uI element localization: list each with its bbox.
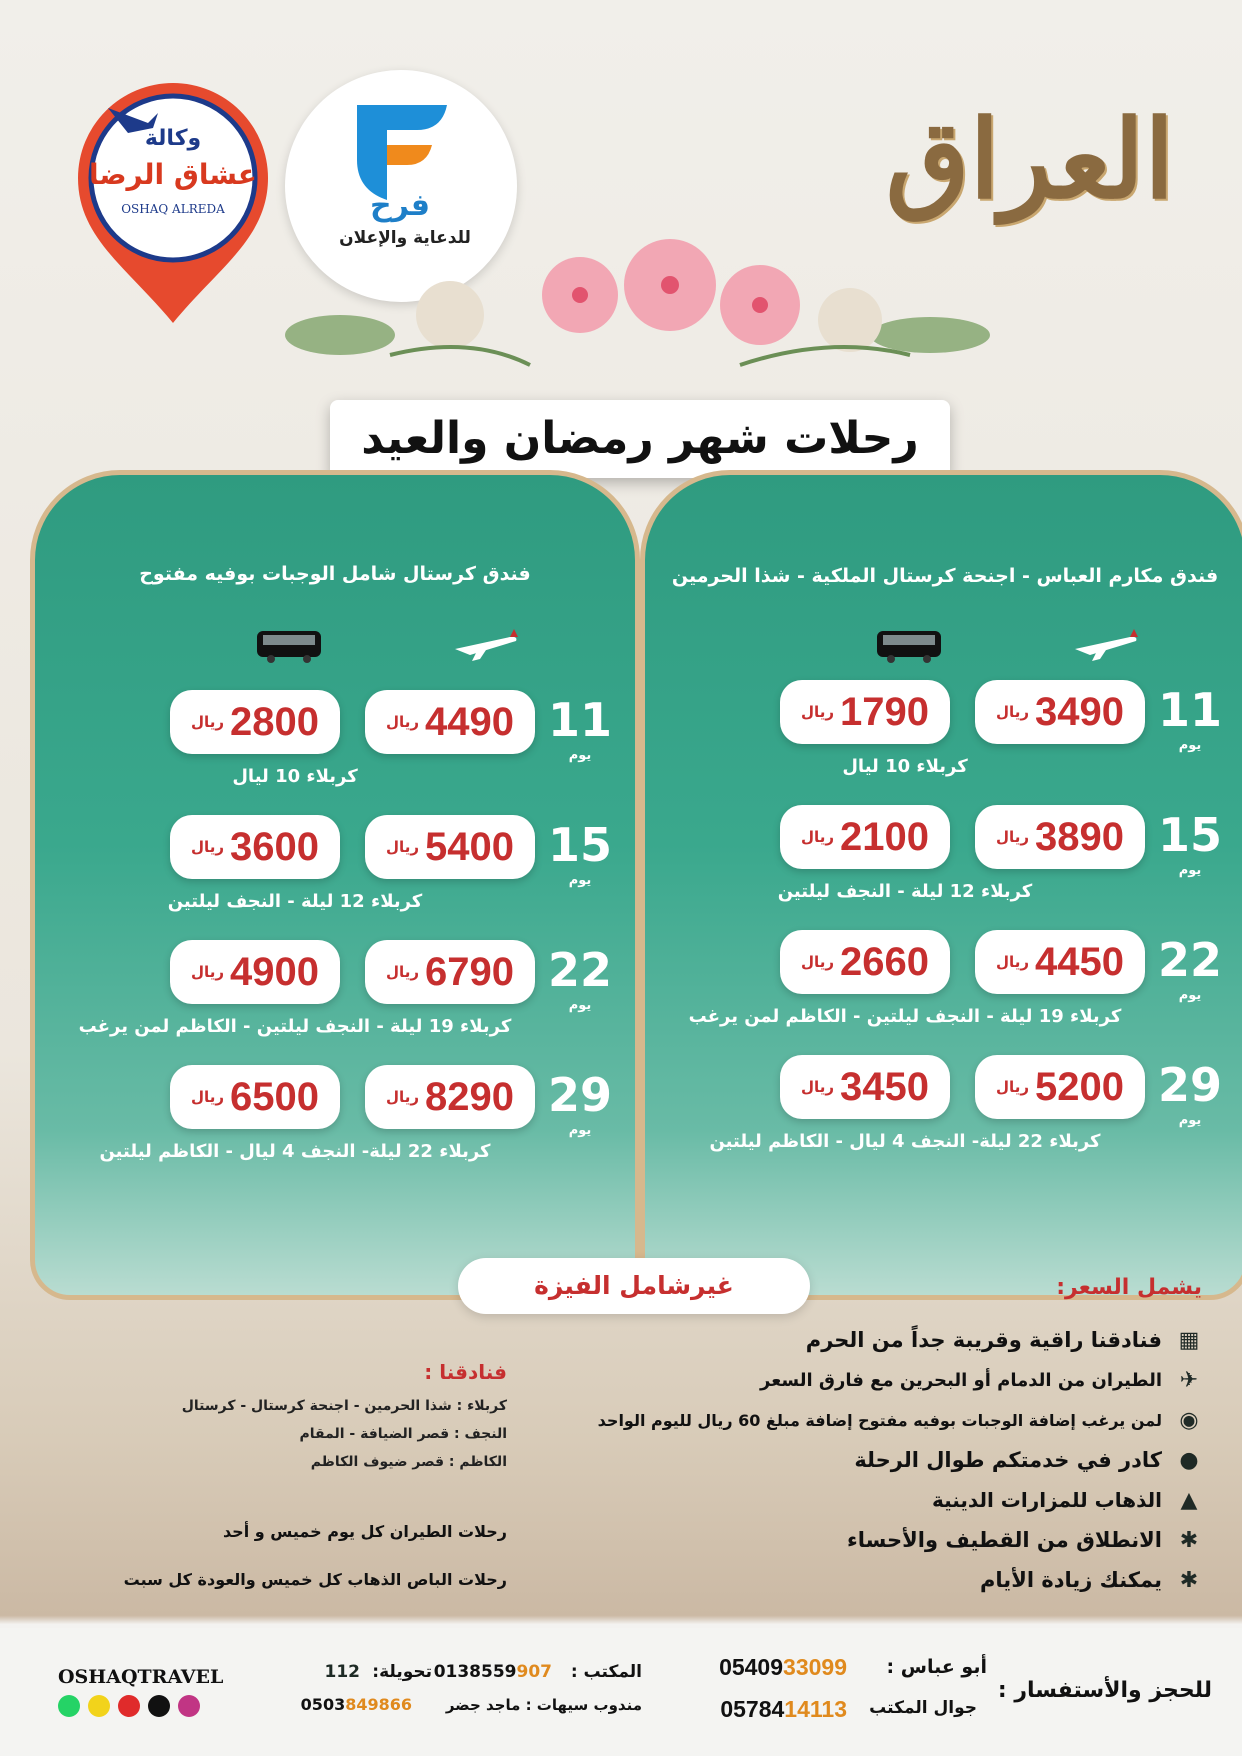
bus-price	[780, 930, 950, 994]
meal-icon: ◉	[1179, 1407, 1199, 1433]
route-text: كربلاء 22 ليلة- النجف 4 ليال - الكاظم ليلتين	[709, 1131, 1101, 1152]
bus-price	[170, 940, 340, 1004]
include-text: كادر في خدمتكم طوال الرحلة	[854, 1448, 1162, 1472]
price-value: 8290	[424, 1074, 514, 1119]
phone-part: 0503	[300, 1695, 346, 1714]
include-item	[572, 1360, 1202, 1400]
youtube-icon[interactable]	[118, 1695, 140, 1717]
days-count: 22	[547, 943, 612, 997]
price-value: 2800	[229, 699, 319, 744]
package-panel-makarem	[640, 470, 1242, 1300]
title-banner: رحلات شهر رمضان والعيد	[330, 400, 950, 478]
bus-price	[170, 690, 340, 754]
include-item	[572, 1560, 1202, 1600]
price-value: 4490	[424, 699, 514, 744]
currency-label: ريال	[996, 828, 1029, 846]
bus-price	[170, 815, 340, 879]
trip-schedule	[47, 1522, 507, 1618]
currency-label: ريال	[996, 703, 1029, 721]
farah-name: فرح	[370, 188, 430, 223]
days-label: يوم	[568, 998, 592, 1013]
hotel-title: فندق كرستال شامل الوجبات بوفيه مفتوح	[139, 563, 531, 585]
phone-part: 33099	[783, 1654, 847, 1680]
include-text: الطيران من الدمام أو البحرين مع فارق السعر	[760, 1369, 1162, 1391]
route-text: كربلاء 10 ليال	[842, 756, 968, 777]
plane-icon: ✈	[1179, 1367, 1199, 1393]
contact1-label: أبو عباس :	[886, 1656, 987, 1678]
plane-icon	[450, 627, 520, 665]
plane-icon	[1070, 627, 1140, 665]
package-row	[35, 1065, 635, 1185]
phone-part: 907	[516, 1662, 552, 1682]
include-item	[572, 1400, 1202, 1440]
price-value: 3450	[839, 1064, 929, 1109]
days-count: 15	[547, 818, 612, 872]
alreda-name: عشاق الرضا	[88, 158, 257, 191]
hotel-title: فندق مكارم العباس - اجنحة كرستال الملكية - شذا الحرمين	[671, 565, 1219, 587]
phone-part: 849866	[345, 1695, 412, 1714]
footer	[0, 1628, 1242, 1756]
inquire-label: للحجز والأستفسار :	[997, 1678, 1212, 1703]
days-count: 11	[1157, 683, 1222, 737]
contact2-label: جوال المكتب	[869, 1698, 977, 1718]
trip-item: رحلات الطيران كل يوم خميس و أحد	[222, 1522, 507, 1541]
farah-tagline: للدعاية والإعلان	[339, 228, 471, 248]
days-label: يوم	[1178, 863, 1202, 878]
price-value: 3600	[229, 824, 319, 869]
hotels-title: فنادقنا :	[424, 1360, 507, 1384]
phone-part: 0138559	[433, 1662, 517, 1682]
price-value: 2660	[839, 939, 929, 984]
social-icons	[58, 1695, 200, 1717]
include-text: الذهاب للمزارات الدينية	[931, 1488, 1162, 1512]
flight-price	[365, 690, 535, 754]
hotels-list	[127, 1398, 507, 1482]
contact1-phone[interactable]	[719, 1654, 847, 1681]
price-value: 3890	[1034, 814, 1124, 859]
person-icon: ●	[1179, 1447, 1199, 1473]
includes-title: يشمل السعر:	[1056, 1275, 1202, 1300]
bus-price	[780, 1055, 950, 1119]
instagram-icon[interactable]	[178, 1695, 200, 1717]
bus-price	[780, 680, 950, 744]
currency-label: ريال	[191, 1088, 224, 1106]
route-text: كربلاء 22 ليلة- النجف 4 ليال - الكاظم ليلتين	[99, 1141, 491, 1162]
days-label: يوم	[1178, 738, 1202, 753]
route-text: كربلاء 19 ليلة - النجف ليلتين - الكاظم لمن يرغب	[688, 1006, 1122, 1027]
visa-note: غيرشامل الفيزة	[458, 1258, 810, 1314]
office-phone[interactable]	[434, 1662, 552, 1682]
price-value: 2100	[839, 814, 929, 859]
package-row	[35, 940, 635, 1060]
currency-label: ريال	[801, 828, 834, 846]
package-row	[645, 805, 1242, 925]
bus-price	[780, 805, 950, 869]
hotel-item: كربلاء : شذا الحرمين - اجنحة كرستال - كرستال	[181, 1398, 507, 1414]
hotel-item: النجف : قصر الضيافة - المقام	[299, 1426, 507, 1442]
agent-label: مندوب سيهات : ماجد جضر	[445, 1696, 642, 1714]
days-label: يوم	[1178, 988, 1202, 1003]
flight-price	[975, 805, 1145, 869]
extension-label: تحويلة:	[372, 1662, 432, 1682]
currency-label: ريال	[191, 963, 224, 981]
include-text: فنادقنا راقية وقريبة جداً من الحرم	[805, 1328, 1162, 1352]
flight-price	[975, 1055, 1145, 1119]
currency-label: ريال	[996, 953, 1029, 971]
currency-label: ريال	[386, 963, 419, 981]
bus-price	[170, 1065, 340, 1129]
agent-phone[interactable]	[301, 1695, 412, 1714]
package-row	[645, 930, 1242, 1050]
days-count: 15	[1157, 808, 1222, 862]
includes-list	[572, 1320, 1202, 1600]
phone-part: 05784	[720, 1696, 785, 1722]
route-text: كربلاء 12 ليلة - النجف ليلتين	[777, 881, 1033, 902]
trip-item: رحلات الباص الذهاب كل خميس والعودة كل سبت	[123, 1570, 507, 1589]
days-count: 29	[1157, 1058, 1222, 1112]
price-value: 1790	[839, 689, 929, 734]
currency-label: ريال	[801, 1078, 834, 1096]
snapchat-icon[interactable]	[88, 1695, 110, 1717]
price-value: 4450	[1034, 939, 1124, 984]
whatsapp-icon[interactable]	[58, 1695, 80, 1717]
price-value: 4900	[229, 949, 319, 994]
price-value: 5200	[1034, 1064, 1124, 1109]
days-count: 22	[1157, 933, 1222, 987]
phone-part: 05409	[719, 1654, 784, 1680]
alreda-logo	[68, 78, 278, 328]
currency-label: ريال	[801, 703, 834, 721]
route-text: كربلاء 10 ليال	[232, 766, 358, 787]
package-row	[35, 815, 635, 935]
asterisk-icon: ✱	[1179, 1527, 1199, 1553]
days-label: يوم	[1178, 1113, 1202, 1128]
flight-price	[975, 930, 1145, 994]
currency-label: ريال	[386, 1088, 419, 1106]
tiktok-icon[interactable]	[148, 1695, 170, 1717]
mosque-icon: ▲	[1180, 1487, 1198, 1513]
days-label: يوم	[568, 748, 592, 763]
contact2-phone[interactable]	[720, 1696, 847, 1723]
flight-price	[365, 940, 535, 1004]
iraq-title: العراق	[885, 97, 1175, 223]
package-row	[645, 680, 1242, 800]
bus-icon	[875, 627, 945, 665]
flower-decoration	[270, 225, 1010, 395]
price-value: 6500	[229, 1074, 319, 1119]
days-count: 11	[547, 693, 612, 747]
currency-label: ريال	[386, 838, 419, 856]
flight-price	[975, 680, 1145, 744]
price-value: 5400	[424, 824, 514, 869]
include-text: لمن يرغب إضافة الوجبات بوفيه مفتوح إضافة مبلغ 60 ريال لليوم الواحد	[597, 1410, 1162, 1430]
bus-icon	[255, 627, 325, 665]
include-text: يمكنك زيادة الأيام	[980, 1568, 1162, 1592]
currency-label: ريال	[801, 953, 834, 971]
price-value: 6790	[424, 949, 514, 994]
route-text: كربلاء 19 ليلة - النجف ليلتين - الكاظم لمن يرغب	[78, 1016, 512, 1037]
route-text: كربلاء 12 ليلة - النجف ليلتين	[167, 891, 423, 912]
flight-price	[365, 1065, 535, 1129]
building-icon: ▦	[1178, 1327, 1200, 1353]
currency-label: ريال	[386, 713, 419, 731]
currency-label: ريال	[191, 713, 224, 731]
alreda-latin: OSHAQ ALREDA	[121, 202, 225, 216]
flight-price	[365, 815, 535, 879]
asterisk-icon: ✱	[1179, 1567, 1199, 1593]
include-item	[572, 1520, 1202, 1560]
days-label: يوم	[568, 873, 592, 888]
alreda-agency-label: وكالة	[144, 126, 202, 151]
phone-part: 14113	[784, 1696, 847, 1722]
include-item	[572, 1440, 1202, 1480]
currency-label: ريال	[996, 1078, 1029, 1096]
currency-label: ريال	[191, 838, 224, 856]
package-panel-crystal	[30, 470, 640, 1300]
extension-number: 112	[324, 1662, 360, 1682]
brand-handle: OSHAQTRAVEL	[58, 1666, 224, 1688]
price-value: 3490	[1034, 689, 1124, 734]
days-label: يوم	[568, 1123, 592, 1138]
days-count: 29	[547, 1068, 612, 1122]
hotel-item: الكاظم : قصر ضيوف الكاظم	[310, 1454, 507, 1470]
office-label: المكتب :	[570, 1662, 642, 1682]
include-text: الانطلاق من القطيف والأحساء	[847, 1528, 1162, 1552]
include-item	[572, 1320, 1202, 1360]
package-row	[35, 690, 635, 810]
package-row	[645, 1055, 1242, 1175]
include-item	[572, 1480, 1202, 1520]
